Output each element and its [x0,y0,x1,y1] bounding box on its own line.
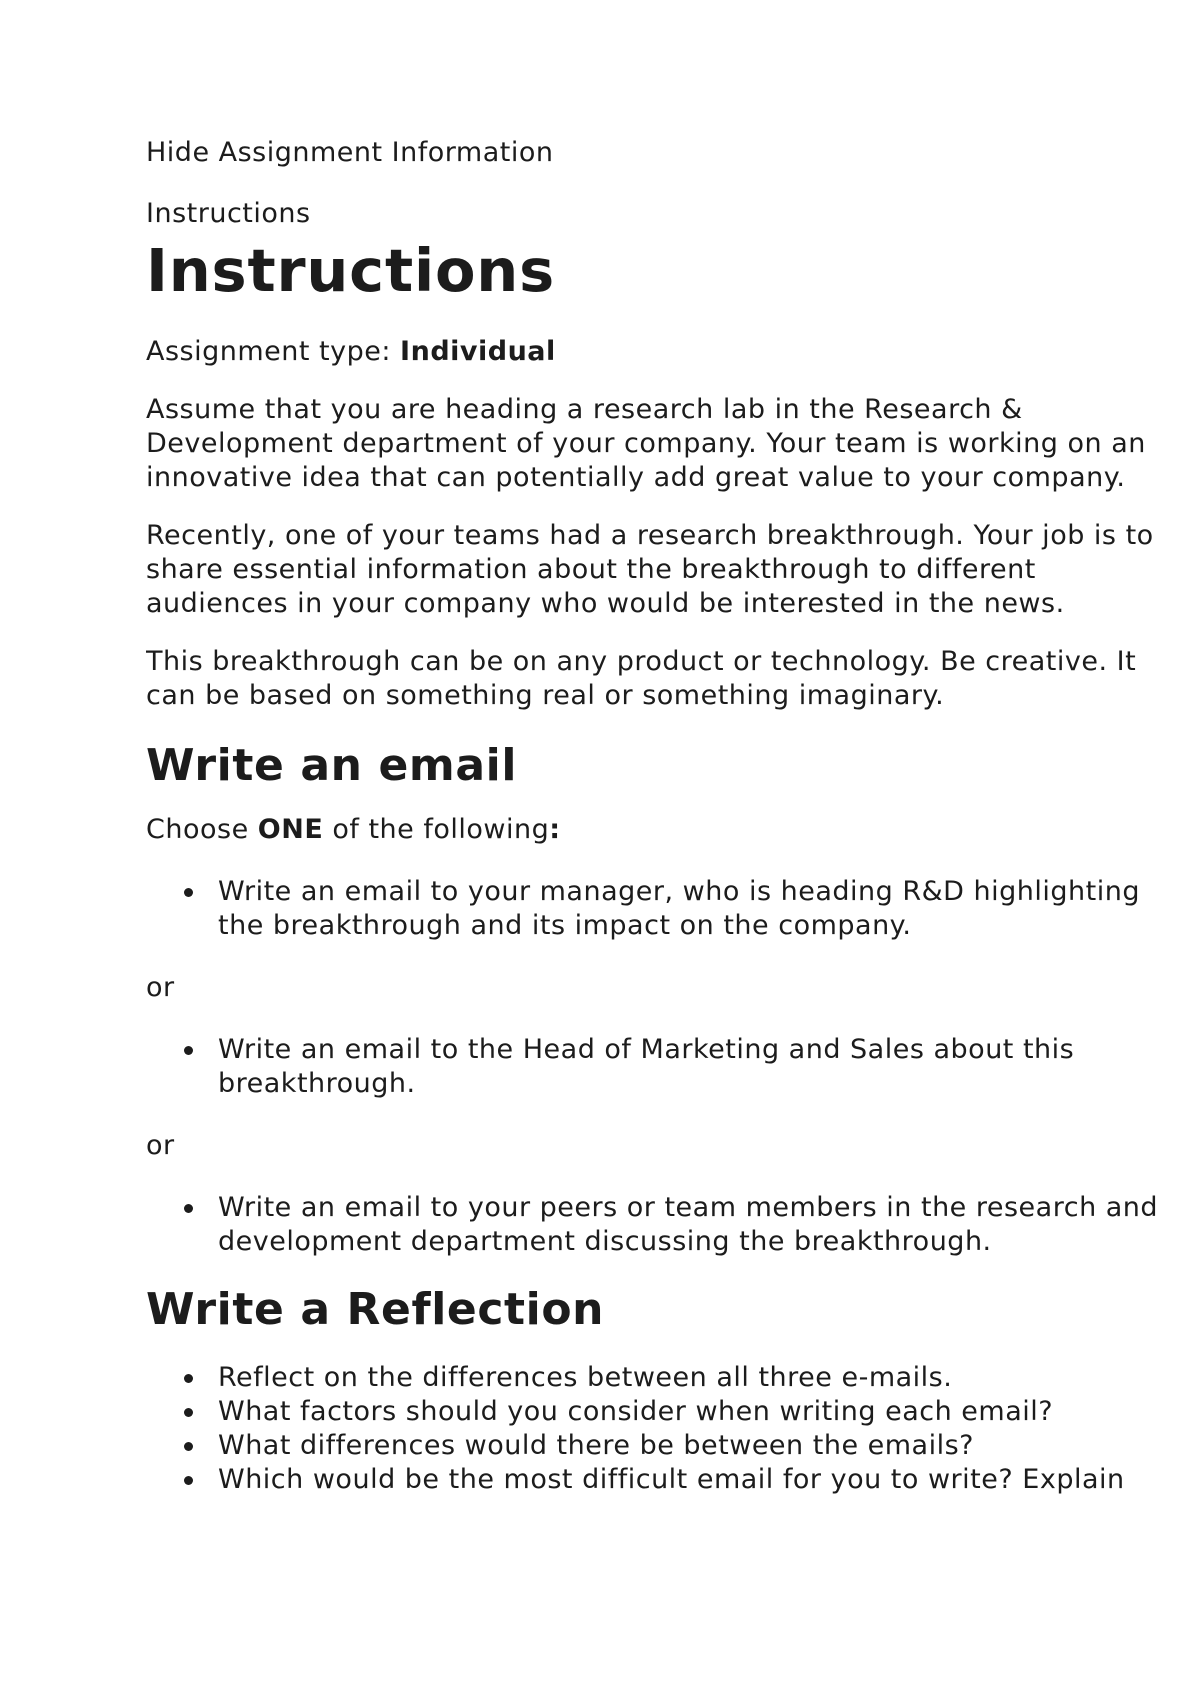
option-line: the breakthrough and its impact on the company. [218,910,912,941]
option-line: development department discussing the breakthrough. [218,1226,992,1257]
choose-prefix: Choose [146,814,258,845]
email-section-heading: Write an email [146,740,518,791]
email-option-list [146,1191,1200,1259]
email-option-list [146,875,1200,943]
option-line: Write an email to the Head of Marketing and Sales about this [218,1034,1075,1065]
intro-paragraph [146,393,1200,495]
instructions-label: Instructions [146,198,311,229]
option-line: breakthrough. [218,1068,416,1099]
email-option-list [146,1033,1200,1101]
option-line: Write an email to your manager, who is heading R&D highlighting [218,876,1140,907]
page-title: Instructions [146,236,556,305]
or-separator: or [146,1130,175,1161]
assignment-type-label: Assignment type: [146,336,401,367]
reflection-item: What differences would there be between the emails? [218,1429,1200,1463]
reflection-section-heading: Write a Reflection [146,1284,605,1335]
hide-assignment-info-link[interactable]: Hide Assignment Information [146,137,554,168]
option-line: Write an email to your peers or team members in the research and [218,1192,1159,1223]
or-separator: or [146,972,175,1003]
creative-paragraph [146,645,1200,713]
paragraph-line: Assume that you are heading a research lab in the Research & [146,394,1023,425]
paragraph-line: Recently, one of your teams had a research breakthrough. Your job is to [146,520,1154,551]
paragraph-line: Development department of your company. Your team is working on an [146,428,1146,459]
reflection-item: What factors should you consider when writing each email? [218,1395,1200,1429]
email-option-manager [218,875,1200,943]
assignment-document [146,136,1200,1497]
paragraph-line: can be based on something real or something imaginary. [146,680,945,711]
paragraph-line: This breakthrough can be on any product or technology. Be creative. It [146,646,1137,677]
paragraph-line: audiences in your company who would be interested in the news. [146,588,1065,619]
reflection-item: Reflect on the differences between all three e-mails. [218,1361,1200,1395]
choose-suffix: of the following [323,814,550,845]
assignment-type-value: Individual [400,336,556,367]
email-option-marketing [218,1033,1200,1101]
choose-one-emphasis: ONE [257,814,324,845]
reflection-list [146,1361,1200,1497]
paragraph-line: share essential information about the breakthrough to different [146,554,1036,585]
reflection-item: Which would be the most difficult email for you to write? Explain [218,1463,1200,1497]
choose-colon: : [549,814,561,845]
breakthrough-paragraph [146,519,1200,621]
paragraph-line: innovative idea that can potentially add great value to your company. [146,462,1126,493]
choose-instruction [146,813,1200,847]
email-option-peers [218,1191,1200,1259]
assignment-type [146,335,1200,369]
